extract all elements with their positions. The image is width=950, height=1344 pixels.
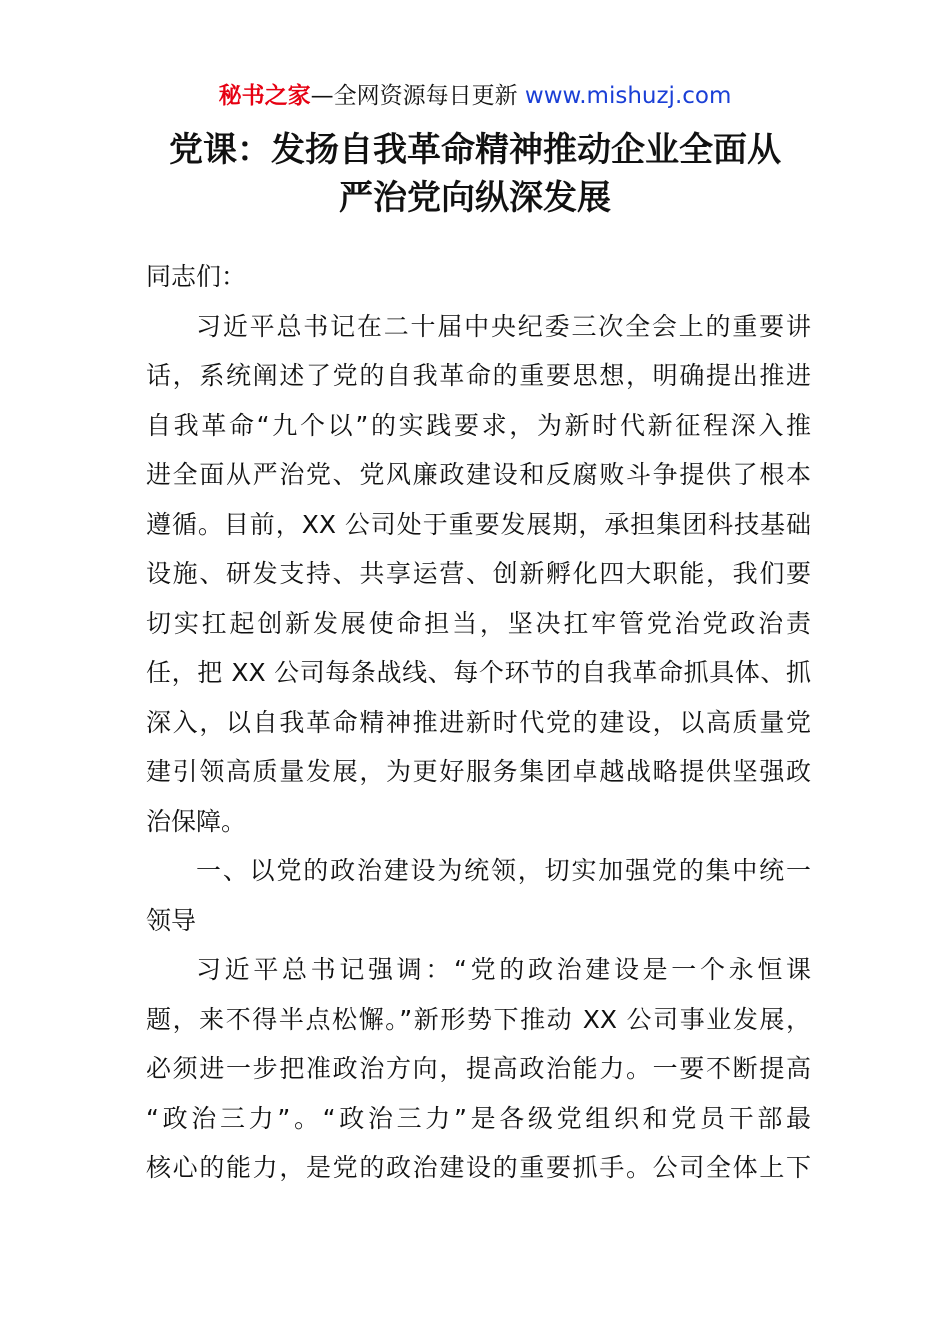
document-body (146, 252, 811, 1193)
paragraph-1-line: 进全面从严治党、党风廉政建设和反腐败斗争提供了根本 (146, 460, 811, 489)
paragraph-1-line: 话，系统阐述了党的自我革命的重要思想，明确提出推进 (146, 361, 811, 390)
title-line-1: 党课：发扬自我革命精神推动企业全面从 (169, 130, 781, 170)
paragraph-1-line: 设施、研发支持、共享运营、创新孵化四大职能，我们要 (146, 559, 811, 588)
salutation: 同志们： (146, 262, 247, 291)
paragraph-1-line: 切实扛起创新发展使命担当，坚决扛牢管党治党政治责 (146, 608, 811, 638)
paragraph-1-line: 建引领高质量发展，为更好服务集团卓越战略提供坚强政 (146, 757, 811, 786)
header-tagline: —全网资源每日更新 (310, 83, 525, 109)
paragraph-1-line: 深入，以自我革命精神推进新时代党的建设，以高质量党 (146, 707, 811, 737)
paragraph-2-line: “政治三力”。“政治三力”是各级党组织和党员干部最 (146, 1103, 811, 1133)
document-title (120, 126, 830, 222)
title-line-2: 严治党向纵深发展 (339, 178, 611, 218)
paragraph-2-line: 习近平总书记强调：“党的政治建设是一个永恒课 (196, 955, 811, 984)
paragraph-2-line: 题，来不得半点松懈。”新形势下推动 XX 公司事业发展， (146, 1004, 811, 1034)
paragraph-1-line: 任，把 XX 公司每条战线、每个环节的自我革命抓具体、抓 (146, 658, 811, 687)
paragraph-1-line: 自我革命“九个以”的实践要求，为新时代新征程深入推 (146, 410, 811, 440)
paragraph-2-line: 必须进一步把准政治方向，提高政治能力。一要不断提高 (146, 1054, 811, 1083)
paragraph-2-line: 核心的能力，是党的政治建设的重要抓手。公司全体上下 (146, 1153, 811, 1182)
brand-name: 秘书之家 (218, 83, 311, 109)
paragraph-1-line: 习近平总书记在二十届中央纪委三次全会上的重要讲 (196, 311, 811, 341)
section-heading-1-cont: 领导 (146, 905, 197, 935)
site-header (0, 80, 950, 112)
section-heading-1: 一、以党的政治建设为统领，切实加强党的集中统一 (196, 856, 811, 885)
site-url-link[interactable]: www.mishuzj.com (524, 83, 732, 109)
paragraph-1-line: 遵循。目前，XX 公司处于重要发展期，承担集团科技基础 (146, 509, 811, 539)
paragraph-1-line: 治保障。 (146, 806, 247, 836)
